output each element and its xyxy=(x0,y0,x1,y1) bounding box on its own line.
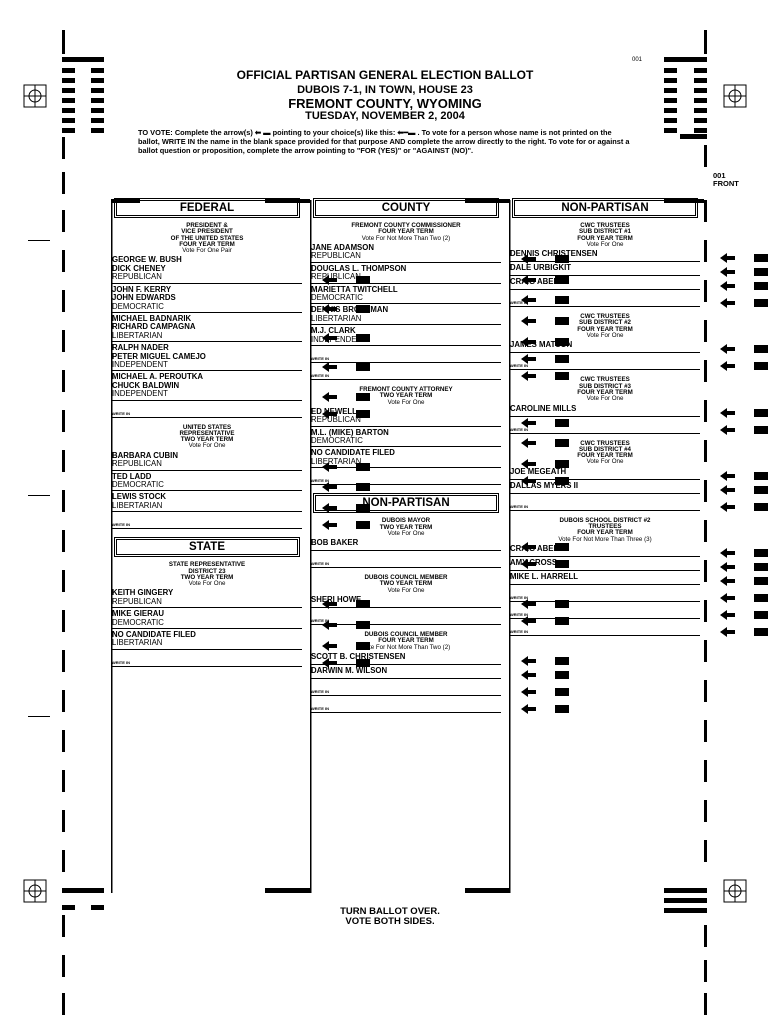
candidate-option xyxy=(112,473,302,492)
contest-title: OF THE UNITED STATES xyxy=(170,234,244,242)
write-in-line[interactable] xyxy=(311,610,501,625)
contest-title: FOUR YEAR TERM xyxy=(577,452,633,460)
candidate-name: NO CANDIDATE FILED xyxy=(112,630,196,640)
contest xyxy=(112,425,302,530)
write-in-line[interactable] xyxy=(112,514,302,529)
column-nonpartisan xyxy=(510,200,700,636)
candidate-party: INDEPENDENT xyxy=(311,334,367,344)
vote-for-instruction: Vote For One xyxy=(188,580,226,588)
arrow-icon xyxy=(720,562,768,572)
contest xyxy=(112,562,302,667)
arrow-icon xyxy=(521,704,569,714)
vote-arrow[interactable] xyxy=(720,607,768,617)
arrow-icon xyxy=(720,253,768,263)
contest-title: FOUR YEAR TERM xyxy=(577,388,633,396)
candidate-party: DEMOCRATIC xyxy=(112,617,164,627)
candidate-party: INDEPENDENT xyxy=(112,359,168,369)
candidate-name: NO CANDIDATE FILED xyxy=(311,448,395,458)
write-in-line[interactable] xyxy=(311,553,501,568)
candidate-option xyxy=(112,452,302,471)
vote-arrow[interactable] xyxy=(720,468,768,478)
side-label: 001 FRONT xyxy=(713,171,739,188)
vote-arrow[interactable] xyxy=(720,482,768,492)
contest-title: TWO YEAR TERM xyxy=(379,580,433,588)
candidate-option xyxy=(112,373,302,400)
candidate-party: INDEPENDENT xyxy=(112,389,168,399)
candidate-name: ED NEWELL xyxy=(311,406,357,416)
contest-title: CWC TRUSTEES xyxy=(580,313,630,321)
candidate-option xyxy=(311,667,501,679)
vote-arrow[interactable] xyxy=(720,278,768,288)
candidate-name: BOB BAKER xyxy=(311,538,359,548)
candidate-party: DEMOCRATIC xyxy=(311,292,363,302)
candidate-option xyxy=(311,265,501,284)
candidate-name: JOHN F. KERRY JOHN EDWARDS xyxy=(112,284,176,303)
candidate-name: GEORGE W. BUSH DICK CHENEY xyxy=(112,255,182,273)
candidate-party: REPUBLICAN xyxy=(112,459,162,469)
contest-title: FOUR YEAR TERM xyxy=(378,228,434,236)
candidate-party: DEMOCRATIC xyxy=(112,301,164,311)
candidate-option xyxy=(311,449,501,468)
contest-title: CWC TRUSTEES xyxy=(580,439,630,447)
contest-title: DUBOIS MAYOR xyxy=(381,517,431,525)
contest-title: TWO YEAR TERM xyxy=(180,436,234,444)
vote-for-instruction: Vote For One xyxy=(586,240,624,248)
candidate-option xyxy=(311,539,501,551)
arrow-icon xyxy=(720,593,768,603)
candidate-option xyxy=(311,429,501,448)
contest xyxy=(510,377,700,433)
vote-arrow[interactable] xyxy=(521,701,569,711)
arrow-icon xyxy=(720,485,768,495)
vote-for-instruction: Vote For One xyxy=(387,586,425,594)
contest-title: FREMONT COUNTY COMMISSIONER xyxy=(351,222,461,229)
arrow-icon xyxy=(720,408,768,418)
candidate-option xyxy=(112,610,302,629)
candidate-name: SHERI HOWE xyxy=(311,595,362,605)
candidate-name: DENNIS BROSSMAN xyxy=(311,305,389,315)
write-in-label: WRITE IN xyxy=(510,594,528,600)
write-in-line[interactable] xyxy=(510,292,700,307)
contest-title: CWC TRUSTEES xyxy=(580,222,630,229)
candidate-option xyxy=(311,408,501,427)
candidate-name: M.L. (MIKE) BARTON xyxy=(311,427,389,437)
candidate-name: KEITH GINGERY xyxy=(112,588,174,598)
arrow-icon xyxy=(720,267,768,277)
candidate-party: REPUBLICAN xyxy=(311,415,361,425)
write-in-line[interactable] xyxy=(311,470,501,485)
county-line: FREMONT COUNTY, WYOMING xyxy=(288,96,482,111)
candidate-name: JAMES MATSON xyxy=(510,340,573,350)
candidate-name: DARWIN M. WILSON xyxy=(311,665,388,675)
candidate-party: REPUBLICAN xyxy=(311,251,361,261)
contest-title: REPRESENTATIVE xyxy=(179,429,235,437)
candidate-party: LIBERTARIAN xyxy=(311,456,362,466)
vote-for-instruction: Vote For Not More Than Two (2) xyxy=(361,234,451,242)
candidate-name: MICHAEL BADNARIK RICHARD CAMPAGNA xyxy=(112,313,196,332)
write-in-line[interactable] xyxy=(311,698,501,713)
candidate-option xyxy=(112,286,302,313)
contest-title: TRUSTEES xyxy=(588,523,622,531)
arrow-icon xyxy=(720,361,768,371)
write-in-line[interactable] xyxy=(112,403,302,418)
arrow-icon xyxy=(720,502,768,512)
page-number: 001 xyxy=(632,57,643,63)
vote-for-instruction: Vote For One xyxy=(586,458,624,466)
write-in-line[interactable] xyxy=(510,604,700,619)
candidate-option xyxy=(112,256,302,283)
contest-title: FOUR YEAR TERM xyxy=(577,325,633,333)
candidate-option xyxy=(510,278,700,290)
candidate-name: MICHAEL A. PEROUTKA CHUCK BALDWIN xyxy=(112,372,203,390)
contest xyxy=(510,223,700,307)
write-in-line[interactable] xyxy=(510,496,700,511)
candidate-option xyxy=(510,250,700,262)
vote-arrow[interactable] xyxy=(720,250,768,260)
candidate-option xyxy=(311,596,501,608)
vote-arrow[interactable] xyxy=(720,624,768,634)
candidate-option xyxy=(112,344,302,371)
candidate-party: REPUBLICAN xyxy=(112,596,162,606)
candidate-option xyxy=(510,482,700,494)
write-in-line[interactable] xyxy=(311,348,501,363)
vote-for-instruction: Vote For Not More Than Two (2) xyxy=(361,643,451,651)
ballot-title: OFFICIAL PARTISAN GENERAL ELECTION BALLOT xyxy=(236,68,534,82)
candidate-name: RALPH NADER PETER MIGUEL CAMEJO xyxy=(112,343,206,361)
candidate-name: TED LADD xyxy=(112,471,152,481)
vote-for-instruction: Vote For One xyxy=(586,332,624,340)
candidate-option xyxy=(311,327,501,346)
contest xyxy=(510,441,700,511)
candidate-option xyxy=(311,653,501,665)
candidate-option xyxy=(510,559,700,571)
write-in-label: WRITE IN xyxy=(311,372,329,378)
write-in-label: WRITE IN xyxy=(510,611,528,617)
section-header: NON-PARTISAN xyxy=(315,495,497,511)
vote-arrow[interactable] xyxy=(521,684,569,694)
candidate-party: LIBERTARIAN xyxy=(112,638,163,648)
vote-arrow[interactable] xyxy=(720,358,768,368)
write-in-label: WRITE IN xyxy=(311,478,329,484)
write-in-label: WRITE IN xyxy=(311,355,329,361)
candidate-name: CAROLINE MILLS xyxy=(510,403,577,413)
contest-title: TWO YEAR TERM xyxy=(379,392,433,400)
candidate-name: AMY CROSS xyxy=(510,557,558,567)
write-in-label: WRITE IN xyxy=(311,688,329,694)
candidate-party: REPUBLICAN xyxy=(112,272,162,282)
candidate-name: DALE URBIGKIT xyxy=(510,263,572,273)
contest-title: FOUR YEAR TERM xyxy=(179,240,235,248)
candidate-option xyxy=(112,493,302,512)
vote-arrow[interactable] xyxy=(720,499,768,509)
contest-title: SUB DISTRICT #4 xyxy=(579,445,631,453)
write-in-label: WRITE IN xyxy=(311,618,329,624)
contest-title: SUB DISTRICT #2 xyxy=(579,319,631,327)
arrow-icon xyxy=(720,548,768,558)
candidate-option xyxy=(112,315,302,342)
vote-arrow[interactable] xyxy=(720,341,768,351)
column-county xyxy=(311,200,501,713)
contest xyxy=(311,575,501,625)
write-in-line[interactable] xyxy=(311,365,501,380)
write-in-line[interactable] xyxy=(510,621,700,636)
write-in-line[interactable] xyxy=(311,681,501,696)
candidate-name: JOE MEGEATH xyxy=(510,466,567,476)
contest-title: SUB DISTRICT #3 xyxy=(579,382,631,390)
arrow-icon xyxy=(521,656,569,666)
arrow-icon xyxy=(720,281,768,291)
candidate-name: MIKE L. HARRELL xyxy=(510,571,579,581)
candidate-option xyxy=(510,468,700,480)
vote-arrow[interactable] xyxy=(720,573,768,583)
contest xyxy=(311,387,501,485)
contest-title: STATE REPRESENTATIVE xyxy=(168,561,246,569)
voting-instructions: TO VOTE: Complete the arrow(s) ⬅ ▬ pointing to your choice(s) like this: ⬅━▬ . To vote for a person whose name is not printed on the ballot, WRITE IN the name in the blank space provided for that purpose AND complete the arrow directly to the right. To vote for or against a ballot question or proposition, complete the arrow pointing to "FOR (YES)" or "AGAINST (NO)". xyxy=(138,128,630,156)
footer-line-1: TURN BALLOT OVER. xyxy=(340,906,440,917)
write-in-line[interactable] xyxy=(510,419,700,434)
date-line: TUESDAY, NOVEMBER 2, 2004 xyxy=(305,110,465,122)
write-in-line[interactable] xyxy=(510,355,700,370)
write-in-label: WRITE IN xyxy=(311,561,329,567)
contest xyxy=(311,223,501,380)
arrow-icon xyxy=(720,471,768,481)
arrow-icon xyxy=(521,687,569,697)
candidate-option xyxy=(510,573,700,585)
contest xyxy=(510,518,700,636)
write-in-label: WRITE IN xyxy=(510,363,528,369)
candidate-option xyxy=(510,264,700,276)
contest xyxy=(311,632,501,713)
candidate-name: DOUGLAS L. THOMPSON xyxy=(311,263,407,273)
candidate-name: BARBARA CUBIN xyxy=(112,450,178,460)
contest-title: TWO YEAR TERM xyxy=(379,523,433,531)
candidate-option xyxy=(510,545,700,557)
arrow-icon xyxy=(720,576,768,586)
contest-title: DUBOIS COUNCIL MEMBER xyxy=(364,574,448,582)
vote-arrow[interactable] xyxy=(521,653,569,663)
vote-arrow[interactable] xyxy=(720,559,768,569)
vote-arrow[interactable] xyxy=(720,405,768,415)
candidate-party: DEMOCRATIC xyxy=(311,436,363,446)
vote-for-instruction: Vote For One xyxy=(387,398,425,406)
contest-title: FOUR YEAR TERM xyxy=(378,637,434,645)
candidate-option xyxy=(311,306,501,325)
contest-title: SUB DISTRICT #1 xyxy=(579,228,631,236)
vote-arrow[interactable] xyxy=(720,545,768,555)
candidate-option xyxy=(311,244,501,263)
contest-title: FREMONT COUNTY ATTORNEY xyxy=(359,385,453,393)
candidate-name: DALLAS MYERS II xyxy=(510,480,579,490)
candidate-name: M.J. CLARK xyxy=(311,326,356,336)
candidate-party: LIBERTARIAN xyxy=(112,330,163,340)
contest-title: UNITED STATES xyxy=(182,423,232,431)
contest-title: DUBOIS SCHOOL DISTRICT #2 xyxy=(559,516,651,524)
write-in-line[interactable] xyxy=(510,587,700,602)
write-in-label: WRITE IN xyxy=(112,522,130,528)
contest-title: PRESIDENT & xyxy=(186,222,228,229)
arrow-icon xyxy=(720,344,768,354)
turn-over-note xyxy=(0,907,770,927)
vote-arrow[interactable] xyxy=(720,295,768,305)
candidate-option xyxy=(112,631,302,650)
candidate-name: CRAIG ABEL xyxy=(510,543,559,553)
candidate-name: MARIETTA TWITCHELL xyxy=(311,284,398,294)
vote-arrow[interactable] xyxy=(720,590,768,600)
contest-title: TWO YEAR TERM xyxy=(180,573,234,581)
vote-for-instruction: Vote For One Pair xyxy=(182,247,232,255)
candidate-name: DENNIS CHRISTENSEN xyxy=(510,249,598,259)
write-in-label: WRITE IN xyxy=(510,300,528,306)
contest xyxy=(510,314,700,370)
section-header: STATE xyxy=(116,539,298,555)
candidate-name: LEWIS STOCK xyxy=(112,492,167,502)
arrow-icon xyxy=(720,627,768,637)
contest xyxy=(311,518,501,568)
candidate-option xyxy=(510,405,700,417)
vote-for-instruction: Vote For One xyxy=(387,529,425,537)
arrow-icon xyxy=(521,670,569,680)
contest-title: VICE PRESIDENT xyxy=(181,228,233,236)
candidate-party: DEMOCRATIC xyxy=(112,479,164,489)
precinct-line: DUBOIS 7-1, IN TOWN, HOUSE 23 xyxy=(297,84,473,96)
write-in-label: WRITE IN xyxy=(112,659,130,665)
section-header: FEDERAL xyxy=(116,200,298,216)
candidate-option xyxy=(311,286,501,305)
arrow-icon xyxy=(720,610,768,620)
candidate-party: LIBERTARIAN xyxy=(311,313,362,323)
arrow-icon xyxy=(720,425,768,435)
write-in-label: WRITE IN xyxy=(510,426,528,432)
vote-for-instruction: Vote For Not More Than Three (3) xyxy=(558,535,652,543)
vote-arrow[interactable] xyxy=(720,264,768,274)
candidate-name: SCOTT B. CHRISTENSEN xyxy=(311,651,406,661)
write-in-label: WRITE IN xyxy=(311,705,329,711)
contest-title: CWC TRUSTEES xyxy=(580,376,630,384)
footer-line-2: VOTE BOTH SIDES. xyxy=(345,916,435,927)
contest xyxy=(112,223,302,418)
contest-title: FOUR YEAR TERM xyxy=(577,234,633,242)
vote-arrow[interactable] xyxy=(720,422,768,432)
arrow-icon xyxy=(720,298,768,308)
candidate-name: JANE ADAMSON xyxy=(311,242,374,252)
candidate-name: MIKE GIERAU xyxy=(112,609,164,619)
section-header: COUNTY xyxy=(315,200,497,216)
contest-title: FOUR YEAR TERM xyxy=(577,529,633,537)
vote-for-instruction: Vote For One xyxy=(188,442,226,450)
candidate-party: LIBERTARIAN xyxy=(112,500,163,510)
column-federal-state xyxy=(112,200,302,667)
contest-title: DUBOIS COUNCIL MEMBER xyxy=(364,631,448,639)
write-in-label: WRITE IN xyxy=(112,410,130,416)
candidate-option xyxy=(510,341,700,353)
write-in-label: WRITE IN xyxy=(510,503,528,509)
section-header: NON-PARTISAN xyxy=(514,200,696,216)
vote-arrow[interactable] xyxy=(521,667,569,677)
contest-title: DISTRICT 23 xyxy=(188,567,226,575)
candidate-party: REPUBLICAN xyxy=(311,272,361,282)
vote-for-instruction: Vote For One xyxy=(586,395,624,403)
candidate-name: CRAIG ABEL xyxy=(510,277,559,287)
write-in-label: WRITE IN xyxy=(510,628,528,634)
candidate-option xyxy=(112,589,302,608)
write-in-line[interactable] xyxy=(112,652,302,667)
